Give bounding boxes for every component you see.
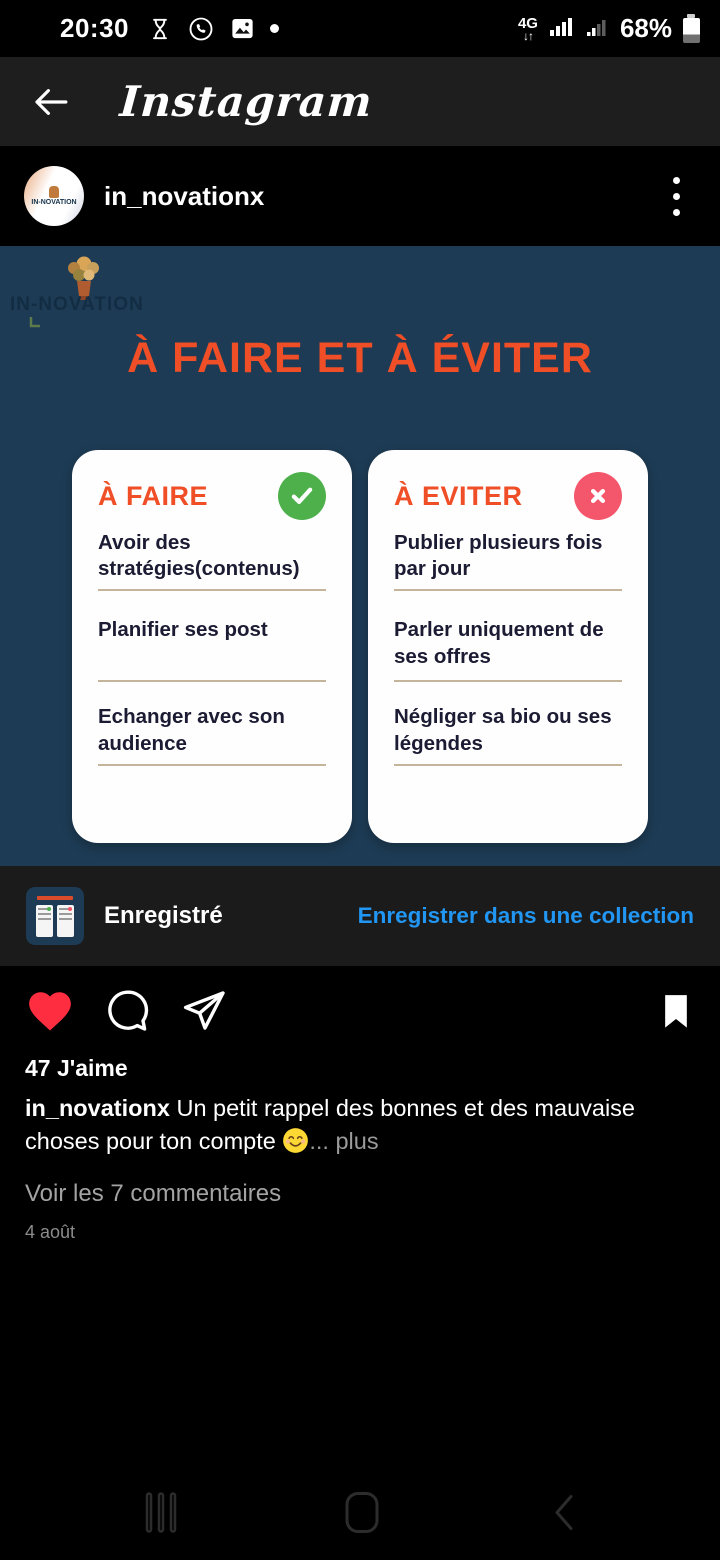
dont-item: Publier plusieurs fois par jour [394, 531, 603, 581]
divider [98, 589, 326, 591]
gallery-icon [229, 15, 256, 42]
android-nav-bar [0, 1470, 720, 1560]
back-icon[interactable] [552, 1493, 576, 1538]
share-icon[interactable] [180, 987, 228, 1040]
infographic-title: À FAIRE ET À ÉVITER [127, 334, 593, 382]
battery-icon [682, 14, 700, 44]
view-comments-link[interactable]: Voir les 7 commentaires [25, 1179, 282, 1207]
dont-item: Négliger sa bio ou ses légendes [394, 705, 612, 755]
signal-strength-icon [548, 12, 576, 45]
smiling-face-emoji [282, 1127, 309, 1163]
post-image[interactable]: IN-NOVATION À FAIRE ET À ÉVITER À FAIRE Avoir des stratégies(contenus) Planifier ses post Echanger avec son audience À EVITER Publier plusieurs fois par jour Parler uniquement de ses offres Négliger sa bio ou ses légendes [0, 246, 720, 866]
whatsapp-icon [187, 15, 215, 43]
caption-text: Un petit rappel des bonnes et des mauvaise choses pour ton compte [25, 1095, 636, 1155]
clock: 20:30 [60, 13, 129, 43]
back-arrow-icon[interactable] [28, 79, 74, 125]
caption-username[interactable]: in_novationx [25, 1095, 170, 1121]
bookmark-icon[interactable] [656, 989, 696, 1038]
hourglass-icon [147, 16, 173, 42]
post-thumbnail [26, 887, 84, 945]
recent-apps-icon[interactable] [145, 1492, 177, 1539]
heart-icon[interactable] [24, 986, 76, 1041]
more-options-icon[interactable] [656, 174, 696, 218]
do-card-title: À FAIRE [98, 480, 209, 511]
avatar[interactable]: IN-NOVATION [24, 166, 84, 226]
home-icon[interactable] [344, 1491, 380, 1540]
divider [98, 764, 326, 766]
system-status-icons [518, 12, 700, 45]
comment-icon[interactable] [104, 987, 152, 1040]
caption-more-link[interactable]: ... plus [309, 1128, 379, 1155]
divider [394, 764, 622, 766]
post-header [0, 146, 720, 246]
do-item: Avoir des stratégies(contenus) [98, 531, 300, 581]
post-username[interactable]: in_novationx [104, 180, 265, 211]
app-header [0, 57, 720, 146]
like-count[interactable]: 47 J'aime [25, 1055, 128, 1081]
notification-icons [147, 15, 279, 43]
saved-banner [0, 866, 720, 966]
post-date: 4 août [25, 1221, 76, 1242]
post-action-bar [0, 966, 720, 1041]
dont-item: Parler uniquement de ses offres [394, 618, 604, 668]
saved-status-label: Enregistré [104, 902, 223, 929]
do-dont-cards [72, 450, 648, 843]
dont-card-title: À EVITER [394, 480, 523, 511]
divider [394, 680, 622, 682]
check-icon [278, 472, 326, 520]
divider [394, 589, 622, 591]
avatar-bulb-graphic [49, 186, 59, 198]
do-item: Planifier ses post [98, 618, 268, 642]
mobile-data-icon: 4G ↓↑ [517, 14, 538, 43]
save-to-collection-link[interactable]: Enregistrer dans une collection [357, 903, 694, 928]
cross-icon [574, 472, 622, 520]
divider [98, 680, 326, 682]
instagram-logo: Instagram [118, 77, 375, 126]
signal-strength-2-icon [586, 12, 610, 45]
battery-percent: 68% [619, 13, 672, 43]
dont-card [368, 450, 648, 843]
do-card [72, 450, 352, 843]
do-item: Echanger avec son audience [98, 705, 285, 755]
caption [25, 1092, 690, 1164]
notification-dot [270, 24, 279, 33]
status-bar [0, 0, 720, 57]
